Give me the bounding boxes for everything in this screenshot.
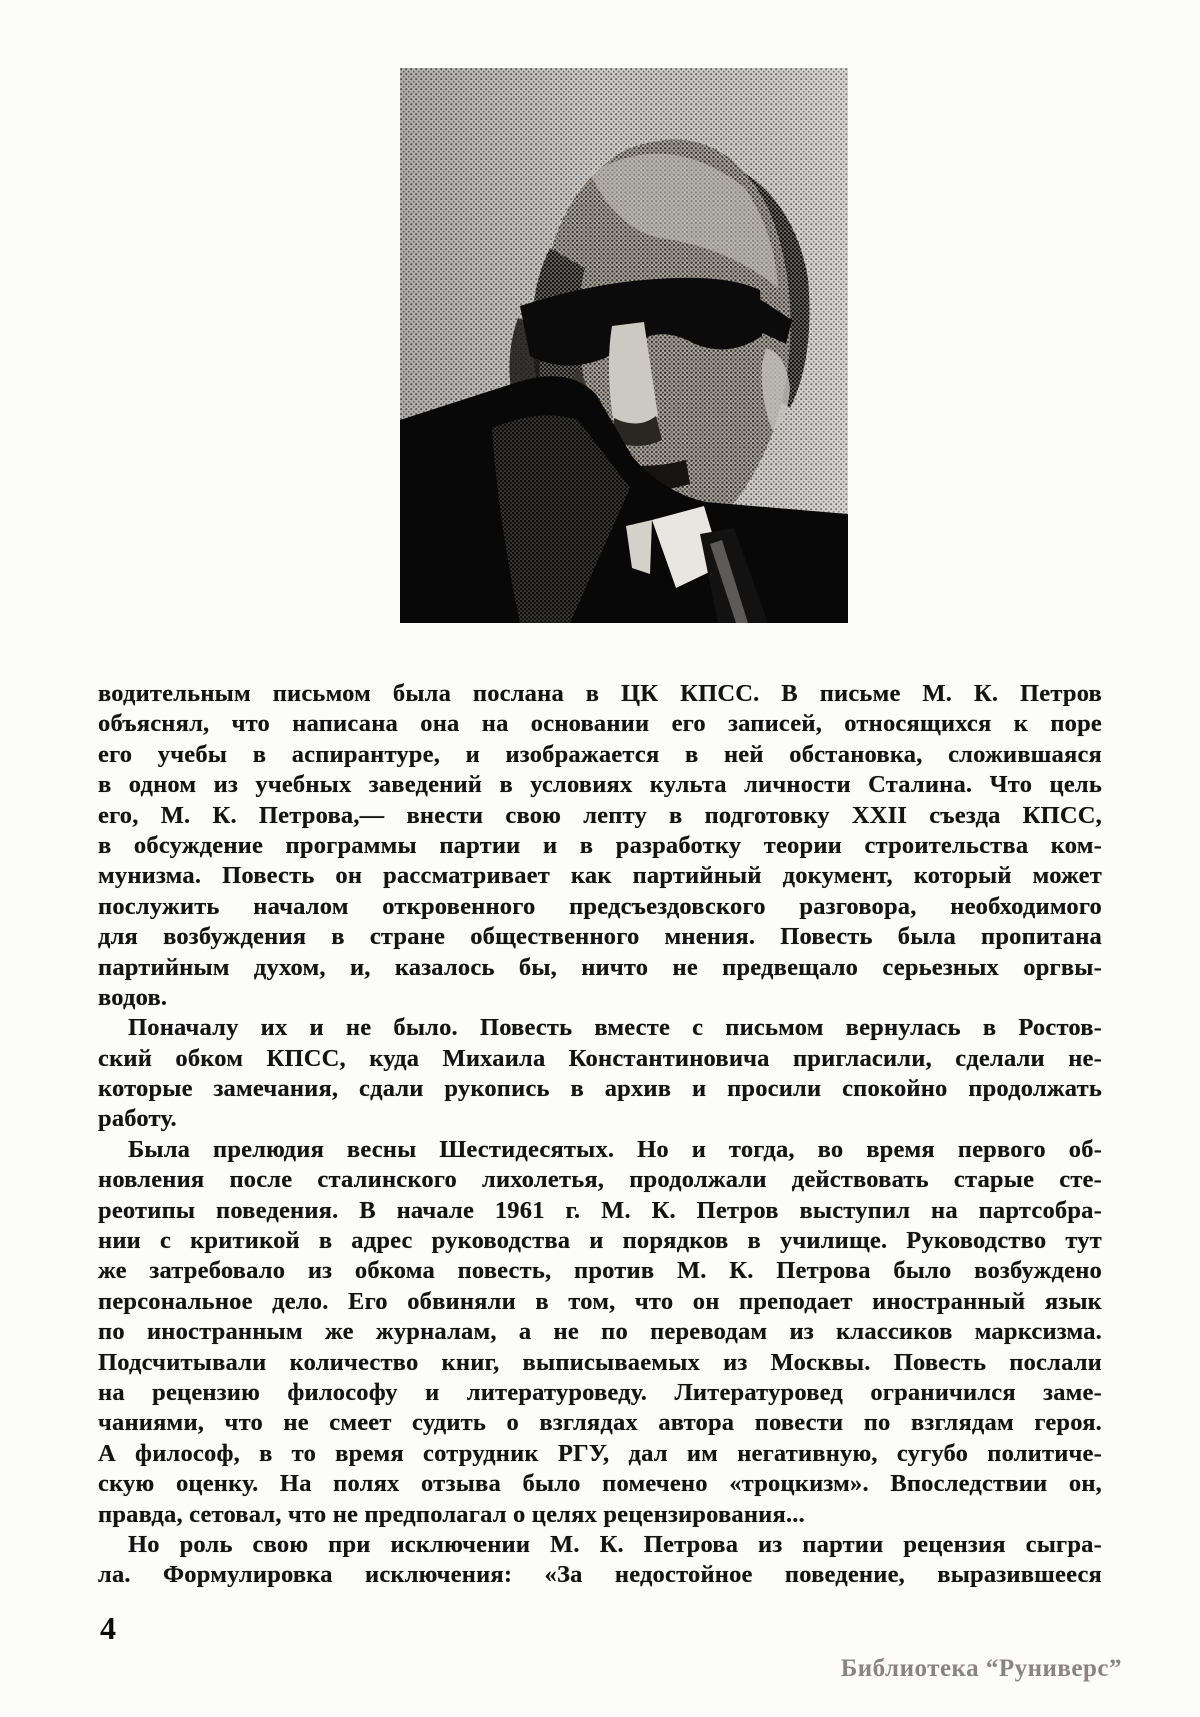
- text-line: скую оценку. На полях отзыва было помечено «троцкизм». Впоследствии он,: [98, 1470, 1102, 1498]
- text-line: мунизма. Повесть он рассматривает как партийный документ, который может: [98, 862, 1102, 890]
- text-line: партийным духом, и, казалось бы, ничто не предвещало серьезных оргвы-: [98, 953, 1102, 981]
- text-line: ла. Формулировка исключения: «За недостойное поведение, выразившееся: [98, 1561, 1102, 1589]
- text-line: работу.: [98, 1105, 177, 1133]
- text-line: на рецензию философу и литературоведу. Литературовед ограничился заме-: [98, 1378, 1102, 1406]
- text-line: правда, сетовал, что не предполагал о целях рецензирования...: [98, 1500, 805, 1528]
- text-line: послужить началом откровенного предсъездовского разговора, необходимого: [98, 892, 1102, 920]
- text-line: же затребовало из обкома повесть, против М. К. Петрова было возбуждено: [98, 1257, 1102, 1285]
- text-line: Но роль свою при исключении М. К. Петрова из партии рецензия сыгра-: [128, 1530, 1102, 1558]
- text-line: в одном из учебных заведений в условиях культа личности Сталина. Что цель: [98, 771, 1102, 799]
- portrait-photo: [400, 68, 848, 623]
- text-line: нии с критикой в адрес руководства и порядков в училище. Руководство тут: [98, 1227, 1102, 1255]
- library-watermark: Библиотека “Руниверс”: [840, 1655, 1122, 1682]
- text-block: [98, 679, 1102, 1591]
- text-line: его, М. К. Петрова,— внести свою лепту в подготовку XXII съезда КПСС,: [98, 801, 1102, 829]
- text-line: для возбуждения в стране общественного мнения. Повесть была пропитана: [98, 923, 1102, 951]
- text-line: реотипы поведения. В начале 1961 г. М. К. Петров выступил на партсобра-: [98, 1196, 1102, 1224]
- text-line: объяснял, что написана она на основании его записей, относящихся к поре: [98, 710, 1102, 738]
- text-line: в обсуждение программы партии и в разработку теории строительства ком-: [98, 831, 1102, 859]
- text-line: чаниями, что не смеет судить о взглядах автора повести по взглядам героя.: [98, 1409, 1102, 1437]
- page-number: 4: [100, 1610, 116, 1646]
- text-line: его учебы в аспирантуре, и изображается в ней обстановка, сложившаяся: [98, 740, 1102, 768]
- text-line: А философ, в то время сотрудник РГУ, дал им негативную, сугубо политиче-: [98, 1439, 1102, 1467]
- text-line: по иностранным же журналам, а не по переводам из классиков марксизма.: [98, 1318, 1102, 1346]
- text-line: Поначалу их и не было. Повесть вместе с письмом вернулась в Ростов-: [128, 1014, 1102, 1042]
- text-line: персональное дело. Его обвиняли в том, что он преподает иностранный язык: [98, 1287, 1102, 1315]
- text-line: которые замечания, сдали рукопись в архив и просили спокойно продолжать: [98, 1075, 1102, 1103]
- text-line: водительным письмом была послана в ЦК КПСС. В письме М. К. Петров: [98, 680, 1102, 707]
- text-line: водов.: [98, 983, 168, 1011]
- portrait-photo-illustration: [400, 68, 848, 623]
- text-line: Подсчитывали количество книг, выписываемых из Москвы. Повесть послали: [98, 1348, 1102, 1376]
- text-line: Была прелюдия весны Шестидесятых. Но и тогда, во время первого об-: [128, 1135, 1102, 1163]
- text-line: новления после сталинского лихолетья, продолжали действовать старые сте-: [98, 1166, 1102, 1194]
- text-line: ский обком КПСС, куда Михаила Константиновича пригласили, сделали не-: [98, 1044, 1102, 1072]
